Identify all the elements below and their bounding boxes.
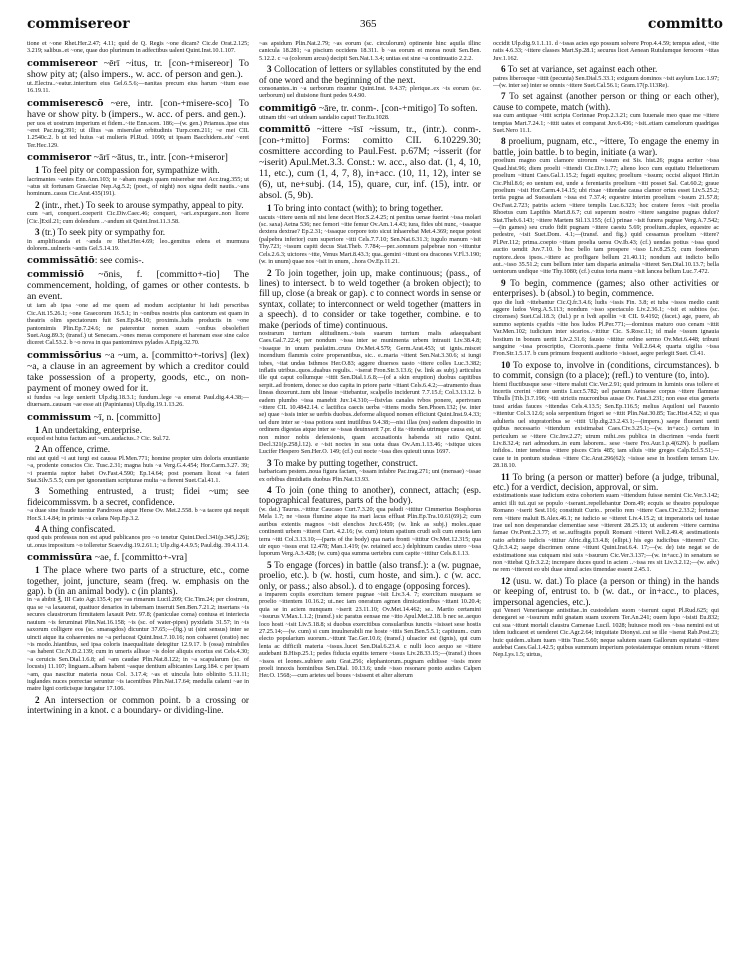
- headword: commissōrius: [27, 349, 102, 361]
- citation-block: in amplificanda et ~anda re Rhet.Her.4.69; leo..gemitus edens et murmura dolorem..uulneris ~antis Gel.5.14.19.: [27, 237, 249, 252]
- entry-definition-text: ~ērī ~itus, tr. [con-+misereor] To show pity at; (also impers., w. acc. of person and gen.).: [27, 57, 249, 80]
- dictionary-entry-headword-line: [27, 255, 249, 266]
- headword: commiseror: [27, 152, 92, 164]
- citation-block: patres liberosque ~ittit (pecunia) Sen.Dial.5.33.1; exiguum dominos ~isit asylum Luc.1.97;—(w. inter se) inter se omnis ~ittere Suet.Cal.56.1; Gram.17(p.113Re).: [493, 74, 719, 90]
- entry-definition-text: : see comis-.: [94, 255, 144, 267]
- citation-block: barbaricam pestem..noua figura factam, ~issam infabre Pac.trag.271; uni (mensae) ~issae ex orbibus dimidiatis duobus Plin.Nat.13.93.: [259, 468, 481, 483]
- sense-number: 2: [35, 694, 40, 705]
- dictionary-entry-headword-line: [27, 58, 249, 80]
- sense-text: To join (one thing to another), connect, attach; (esp. topographical features, parts of the body).: [259, 485, 481, 506]
- citation-block: per uos et uostrum imperium et fidem..~ite Enn.scen. 186;—(w. gen.) Priamus..ipse eius ~eret Pac.trag.391; ut illius ~as miserulae orbitudinis Turp.com.211; ~e mei CIL 1.2540c.2. b ut ted huius ~at mulieris Pl.Rud. 1090; ut ipsam Bacchidem..eiu' ~eret Ter.Hec.129.: [27, 119, 249, 149]
- entry-definition-text: ~ere, intr. [con-+misere-sco] To have or show pity. b (impers., w. acc. of pers. and gen.).: [27, 97, 249, 120]
- citation-block: ut iam ab ipsa ~one ad me quem ad modum accipiantur hi ludi perscribas Cic.Att.15.26.1; ~one Graecorum 16.5.1; in ~onibus nostris plus cantorum est quam in theatris olim spectatorum fuit Sen.Ep.84.10; proximis..ludis productis in ~one pantomimis Plin.Ep.7.24.6; ne paterentur nomen suum ~onibus obsolefieri Suet.Aug.89.3; (transf.) ut Senecam..~ones meras componere et harenam esse sine calce diceret Cal.53.2. b ~o nova in qua pantomimvs pylades A.Epig.32.70.: [27, 302, 249, 347]
- citation-block: qui Veneri Veneriaeque antistitae..in custodelam suom ~iserunt caput Pl.Rud.625; qui denegaret se ~issurum mihi gnatam suam uxorem Ter.An.241; ouem lupo ~isisti Eu.832; cui sua ~ittunt mortali claustra Camenae Lucil. 1028; huiusce modi res ~issa nemini est ut idem iudicaret et uenderet Cic.Agr.2.64; iniquitate Dionysi..cui se ille ~iserat Rab.Post.23; huic quidem..ultam tuam ~ittis Tusc.5.60; neque salutem suam Gallorum equitatui ~ittere audebat Caes.Gal.1.42.5; quibus summum imperium potestatemque omnium rerum ~itteret Nep.Lys.1.5; uirtus,: [493, 607, 719, 659]
- sense-definition: [493, 576, 719, 607]
- dictionary-entry-headword-line: [259, 124, 481, 201]
- sense-definition: [493, 360, 719, 381]
- citation-block: quo die ludi ~ittebantur Cic.Q.fr.3.4.6; ludis ~issis Fin. 3.8; et tuba ~issos medio canit aggere ludos Verg.A.5.113; nondum ~isso spectaculo Liv.2.36.1; ~isit et subitos (sc. circenses) Suet.Cal.18.3; (Iul.) pr n lvdi apollin ~it CIL 9.4192; (facet.) age, puere, ab summo septenis cyathis ~itte hos ludos Pl.Per.771;—dominus maturo ouo cenam ~ittit Var.Men.102; iudicium inter sicarios..~ittitur Cic. S.Rosc.11; id male ~issum ignauia hostium in bonum uertit Liv.2.31.6; fausto ~ittitur ordine sermo Ov.Met.6.448; tribuni sanguine ~issa proscriptio, Ciceronis..paene finita Vell.2.64.4; quarta uigilia ~issa Fron.Str.1.5.17. b cum primum frequenti auditorio ~isisset, aegre perlegit Suet. Cl.41.: [493, 298, 719, 358]
- sense-definition: [27, 486, 249, 507]
- header-right-guideword: committo: [647, 16, 723, 32]
- headword: committō: [259, 124, 311, 136]
- sense-definition: [259, 458, 481, 468]
- citation-block: uacuis ~ittere uenis nil nisi lene decet Hor.S.2.4.25; ni penitus uenae fuerint ~issa molari (sc. saxa) Aetna 536; nec femori ~itte femur Ov.Am.1.4.43; iura, fides ubi nunc, ~issaque dextera dextrae? Ep.2.31; ~issaque corpore toto sicut inhaerebat Met.4.369; neque potest (palpebra inferior) cum superiore ~itti Cels.7.7.10; Sen.Nat.6.31.3; iugulo manum ~isit Thy.723; ~issum capiti decus Stat.Theb. 7.784;—per..somnum palpebrae non ~ittuntur Cels.2.6.3; uictores ~itte, Venus Mart.8.43.3; qua..gemini ~ittunt ora dracones V.Fl.3.190; (w. in unum) quae nos ~isit in unum, ..hora Ov.Ep.11.21.: [259, 213, 481, 266]
- citation-block: proelium magno cum clamore uirorum ~issum est Sis. hist.26; pugna acriter ~issa Quad.hist.96; diem proelii ~ittendi Cic.Div.1.77; alieno loco cum equitatu Heluetiorum proelium ~ittunt Caes.Gal.1.15.2; fugati equites; proelium ~issum; occisi aliquot Hirt.in Cic.Phil.8.6; eo uentum est, unde a ferentariis proelium ~itti posset Sal. Cat.60.2; graue proelium ~isit Hor.Carm.4.14.15; ubi rixae ~ittendae causa clamor ortus esset Liv.5.25.2; tertia pugna ad Suessulam ~issa est 7.37.4; equestre interim proelium ~issum 21.57.8; Ov.Fast.2.723; patriis aciem ~ittere templis Luc.6.323; hoc cratere ferox ~isit proelia Rhoetus cum Lapithis Mart.8.6.7; cui superum nostro ~ittere sanguine pugnas dulce? Stat.Theb.6.143; ~ittere Martem Sil.13.155; (cf.) prinae ~isit funera pugnae Verg.A.7.542; —(in games) seu crudo fidit pugnam ~ittere caestu 5.69; proelium..duplex, equestre ac pedestre, ~isit Suet.Dom. 4.1;—(transf. and fig.) quid cessamus proelium ~ittere? Pl.Per.112; prima..coepto ~ittam proelia uersu Ov.Ib.43; (cf.) uendas potius ~issa quod auctio uendit Juv.7.10. b hoc bello tam prospere ~isso Liv.8.25.5; cum foederum ruptore..deos ipsos..~ittere ac profligare bellum 21.40.11; nondum aut indicto bello aut..~isso 35.51.2; cum bellum inter tam disparia animalia ~itteret Sen.Dial.10.13.7; bella uentorum undique ~itte Thy.1080; (cf.) cuius torta manu ~isit lancea bellum Luc.7.472.: [493, 157, 719, 276]
- sense-definition: [259, 203, 481, 213]
- sense-text: Collocation of letters or syllables constituted by the end of one word and the beginning of the next.: [259, 64, 481, 85]
- headword: commitigō: [259, 102, 317, 114]
- citation-block: ~as apsidum Plin.Nat.2.79; ~as eorum (sc. circulorum) optinente hinc aquila illinc canicula 18.281; ~a piscium occidens 18.311. b ~as eorum et moras nouit Sen.Ben. 5.12.2. c ~a (colorum arcus) decipit Sen.Nat.1.3.4; unitas est sine ~a continuatio 2.2.2.: [259, 40, 481, 62]
- citation-block: existimationis suae iudicium extra cohortem suam ~ittendum fuisse nemini Cic.Ver.3.142; amici illi tui..qui se populo ~iserant..repellebantur Dom.49; ecquis se theatro populoque Romano ~iserit Sest.116; constituit Curio.. proelio rem ~ittere Caes.Civ.2.33.2; fortunae rem ~ittere maluit B.Alex.46.1; ne iudicio se ~itteret Liv.4.15.2; ut imperatoris uel iustae irae uel non desperandae clementiae sese ~itterent 28.25.13; ut auderem ~ittere carmina famae Ov.Pont.2.3.77; et se..suffragiis populi Romani ~itteret Vell.2.49.4; aestimationis ratio arbitrio iudicis ~ittitur Afric.dig.13.4.8; (ellipt.) his ego iudicibus ~itterem? Cic. Q.fr.3.4.2; saepe discrimen omne ~ittunt Quint.Inst.6.4. 17;—(w. de) iste negat se de existimatione sua cuiquam nisi suis ~issurum Cic.Ver.3.137;—(w. in+acc.) in senatum se non ~ittebat Q.fr.3.2.2; increpare duces quod in aciem ..~issa res sit Liv.3.2.12;—(w. adv.) ne rem ~itterent eo ubi duae simul acies timendae essent 2.45.1.: [493, 492, 719, 574]
- sense-text: proelium, pugnam, etc., ~ittere, To engage the enemy in battle, join battle. b to begin, initiate (a war).: [493, 136, 719, 157]
- entry-definition-text: ~āre, tr. conm-. [con-+mitigo] To soften.: [316, 102, 478, 114]
- sense-number: 10: [501, 359, 511, 370]
- sense-text: (usu. w. dat.) To place (a person or thing) in the hands or keeping of, entrust to. b (w. dat., or in+acc., to places, impersonal agencies, etc.).: [493, 575, 719, 607]
- citation-block: a imparem copiis exercitum temere pugnae ~isit Liv.3.4. 7; exercitum nusquam se proelio ~ittentem 10.16.2; ut..nec iam oneratum agmen dimicationibus ~ittant 10.20.4; quia se in aciem nunquam ~iserit 23.11.10; Ov.Met.14.462; se.. Martio certamini ~issurus V.Max.1.1.2; (transf.) sic paratus eensae me ~itto Apul.Met.2.18. b nec se..aequo loco hosti ~isit Liv.5.18.8; si duobus exercitibus consularibus iunctis ~isisset sese hostis 27.25.14;—(w. cum) si cum inuulnerabili me hoste ~ittis Sen.Ben.5.5.1; captiuum.. cum electo popularium suorum..~ittunt Tac.Ger.10.6; (transf.) uluacior est (ignis), qui cum lenta ac difficili materia ~issus..lucet Sen.Dial.6.23.4. c nulli loco aequo se ~ittere audebant B.Hisp.25.1; pedes fiducia equitis temere ~issus Liv.28.33.15;—(transf.) thoes ~issos et leones..subiere astu Grat.256; elephantorum..pugnam edidisse ~issis more proeli innoxis hominibus Sen.Dial. 10.13.6; unde ~isso resonare ponto audies Calpen Her.O. 1568;—cum arietes uel boues ~isissent et alter alterum: [259, 590, 481, 680]
- sense-definition: [27, 200, 249, 210]
- sense-text: To set at variance, set against each other.: [505, 64, 658, 75]
- sense-number: 11: [501, 471, 510, 482]
- column-1: [27, 40, 249, 716]
- sense-text: To bring (a person or matter) before (a judge, tribunal, etc.) for a verdict, decision, approval, or sim.: [493, 471, 719, 492]
- sense-number: 3: [35, 227, 40, 238]
- citation-block: utinam tibi ~ari uideam sandalio caput! Ter.Eu.1028.: [259, 113, 390, 121]
- entry-definition-text: ~ōnis, f. [committo+-tio] The commencement, holding, of games or other contests. b an event.: [27, 269, 249, 303]
- sense-definition: [27, 695, 249, 716]
- page-number: 365: [360, 18, 377, 30]
- citation-block: si fundus ~a lege uenierit Ulp.dig.18.3.1; fundum..lege ~a emerat Paul.dig.4.4.38;—diuersam..causam ~ae esse ait (Papinianus) Ulp.dig.19.1.13.26.: [27, 393, 249, 409]
- dictionary-entry-headword-line: [27, 152, 249, 163]
- column-2: [259, 40, 481, 682]
- sense-text: To engage (forces) in battle (also transf.): a (w. pugnae, proelio, etc.). b (w. hosti, cum hoste, and sim.). c (w. acc. only, or pass.; also absol.). d to engage (opposing forces).: [259, 559, 481, 591]
- citation-block: ~a duae sine fraude tuentur Pandrosos atque Herse Ov. Met.2.558. b ~a tacere qui nequit Hor.S.1.4.84; in primis ~a celans Nep.Ep.3.2.: [27, 507, 249, 522]
- citation-block: lacrimantes ~antes Enn.Ann.103; te ~abam magis quam miserebar mei Acc.trag.355; ut ~atus sit fortunam Graeciae Nep.Ag.5.2; (poet., of night) nox signa dedit nautis..~ans hominum..casus Cic.Arat.435(191).: [27, 175, 249, 198]
- sense-text: To begin, commence (games; also other activities or enterprises). b (absol.) to begin, commence.: [493, 277, 719, 299]
- sense-definition: [27, 444, 249, 454]
- sense-text: To join together, join up, make continuous; (pass., of lines) to intersect. b to weld together (a broken object); to fill up, close (a break or gap). c to connect words in sense or syntax, collate; to interconnect or weld together (matters in a speech). d to consider or take together, combine. e to make (periods of time) continuous.: [259, 267, 481, 330]
- sense-definition: [27, 165, 249, 175]
- entry-definition-text: ~ārī ~ātus, tr., intr. [con-+miseror]: [91, 152, 228, 164]
- dictionary-entry-headword-line: [27, 412, 249, 423]
- sense-number: 3: [267, 64, 272, 75]
- dictionary-entry-headword-line: [27, 552, 249, 563]
- sense-number: 5: [267, 559, 272, 570]
- entry-definition-text: ~ae, f. [committo+-vra]: [92, 552, 188, 564]
- sense-text: An undertaking, enterprise.: [39, 424, 142, 435]
- citation-block: consonantes..in ~a uerborum rixantur Quint.Inst. 9.4.37; plerique..ex ~is eorum (sc. uerborum) uel diuisione fiunt pedes 9.4.90.: [259, 85, 481, 100]
- citation-block: sua cum antiquae ~ittit scripta Corinnae Prop.2.3.21; cum Iuuenale meo quae me ~ittere temptas Mart.7.24.1; ~ittit uates et comparat Juv.6.436; ~isit..etiam camelorum quadrigas Suet.Nero 11.1.: [493, 112, 719, 135]
- sense-definition: [493, 136, 719, 157]
- sense-number: 6: [501, 64, 506, 75]
- sense-definition: [493, 278, 719, 299]
- headword: commissūra: [27, 552, 93, 564]
- sense-definition: [493, 64, 719, 74]
- sense-definition: [493, 472, 719, 493]
- sense-text: (tr.) To seek pity or sympathy for.: [39, 227, 166, 238]
- sense-number: 9: [501, 277, 506, 288]
- headword: commisereor: [27, 57, 98, 69]
- sense-definition: [259, 268, 481, 330]
- running-header: [0, 14, 750, 36]
- sense-number: 1: [267, 203, 272, 214]
- sense-text: A thing confiscated.: [39, 524, 116, 535]
- citation-block: (w. dat.) Taurus..~ittitur Caucaso Curt.7.3.20; qua paludi ~ittitur Cimmerius Bosphorus Mela 1.7; ne ~issus flumine atque ita mari lacus effluat Plin.Ep.Tra.10.61(69).2; cum auribus extentis magnos ~isit elenchos Juv.6.459; (w. link as subj.) moles..quae continenti urbem ~itteret Curt. 4.2.16; (w. cum) totum spatium crudi soli cum emota iam terra ~itti Col.3.13.10;—(parts of the body) qua naris fronti ~ittitur Ov.Met.12.315; qua uir equo ~issus erat 12.478; Man.1.419; (w. retained acc.) delphinum caudas utero ~issa luporum Verg.A.3.428; (w. cum) qua summa uertebra cum capite ~ittitur Cels.8.1.13.: [259, 505, 481, 558]
- sense-text: An intersection or common point. b a crossing or intertwining in a knot. c a boundary- or dividing-line.: [27, 694, 249, 716]
- headword: commissiō: [27, 269, 85, 281]
- headword: commissātiō: [27, 255, 95, 267]
- sense-number: 2: [35, 444, 40, 455]
- sense-text: To feel pity or compassion for, sympathize with.: [39, 165, 220, 176]
- citation-block: nostrarum turrium altitudinem..~issis suarum turrium malis adaequabant Caes.Gal.7.22.4; per nondum ~issa inter se munimenta urbem intrauit Liv.38.4.8; ~issaque in unum paulatim..crura Ov.Met.4.579; Germ.Arat.453; ut ignis..miscet incendium flammis coire properantibus, sic.. e..maria ~ittent Sen.Nat.3.30.6; si iungi iubes, ~itat undas Isthmos Her.O.83; aggere diuersos uasto ~ittere colles Luc.3.382; inflatis utribus..quos..duabus regulis.. ~iserat Fron.Str.3.13.6; (w. link as subj.) articulus ille qui caput collumque ~ittit Sen.Dial.1.6.8;—(of a skin eruption) duobus capitibus serpit..ad frontem, donec se duo capita in priore parte ~ittant Cels.6.4.2;—atramento duas lineas duxerunt..tum ubi lineae ~ittebantur, scalpello inciderunt 7.7.15.f; Col.3.13.12. b eadem plumbo ~issa manebit Juv.14.310;—fistvlas canales tvbos ponere, apertvram ~ittere CIL 10.4842.14. c lactifica caecis uerba ~ittens modis Sen.Phoen.132; (w. inter se) quae ~issis inter se uerbis duobus..deforme aliquod nomen efficiunt Quint.Inst.9.4.33; uel dure inter se ~issa potiora sunt inutilibus 9.4.38;—nisi illas (res) eadem dispositio in ordinem digestas atque inter se ~issas deuinxerit 7.pr. d ita ~ittenda utrimque causa est, ut non minor nobis defensionis, quam accusationis habenda sit ratio Quint. Decl.321(p.258,l.12). e ~isit noctes in sua uota duas Ov.Am.1.13.46; ~isitque uices Lucifer Hespero Sen.Her.O. 149; (cf.) cui nocte ~issa dies quieuit unus 1697.: [259, 329, 482, 456]
- sense-number: 2: [35, 199, 40, 210]
- citation-block: ut..Electra..~eatur..interitum eius Gel.6.5.6;—nanitas precum eius harum ~itum esse 16.19.11.: [27, 79, 249, 95]
- sense-definition: [27, 425, 249, 435]
- sense-number: 3: [267, 457, 272, 468]
- sense-text: To expose to, involve in (conditions, circumstances). b to commit, consign (to a place); (refl.) to venture (to, into).: [493, 359, 719, 381]
- citation-block: tione et ~one Rhet.Her.2.47; 4.11; quid de Q. Regis ~one dicam? Cic.de Orat.2.125; 3.219; salibus..et ~one, quae duo plurimum in adfectibus ualent Quint.Inst.10.1.107.: [27, 40, 249, 55]
- sense-number: 1: [35, 565, 40, 576]
- sense-definition: [259, 64, 481, 85]
- sense-number: 4: [35, 524, 40, 535]
- sense-definition: [493, 91, 719, 112]
- entry-definition-text: ~ittere ~īsī ~issum, tr., (intr.). conm-. [con-+mitto] Forms: comitto CIL 6.10229.30; cosmittere according to Paul.Fest. p.67M; ~isserit (for ~iserit) Apul.Met.3.3. Const.: w. acc., also dat. (1, 4, 10, 11, etc.), cum (1, 4, 7, 8), in+acc. (10, 11, 12), inter se (6), ut, ne+subj. (14, 15), quare, cur, inf. (15), intr. or absol. (5, 9b).: [259, 124, 481, 202]
- sense-text: The place where two parts of a structure, etc., come together, joint, juncture, seam (freq. w. emphasis on the gap). b (in an animal body). c (in plants).: [27, 565, 249, 597]
- sense-definition: [27, 565, 249, 596]
- column-3: [493, 40, 719, 661]
- headword: commissum: [27, 411, 92, 423]
- sense-text: (intr., rhet.) To seek to arouse sympathy, appeal to pity.: [39, 199, 244, 210]
- sense-number: 4: [267, 485, 272, 496]
- sense-text: Something entrusted, a trust; fidei ~um; see fideicommissvm. b a secret, confidence.: [27, 486, 249, 507]
- sense-number: 8: [501, 136, 506, 147]
- citation-block: cum ~ari, conqueri..coeperit Cic.Div.Caec.46; conqueri, ~ari..expurgare..non licere [Cic.]Exil.21; cum dolendum ..~andum sit Quint.Inst.11.3.58.: [27, 210, 249, 225]
- dictionary-entry-headword-line: [27, 98, 249, 120]
- sense-number: 1: [35, 424, 40, 435]
- sense-text: To set against (another person or thing or each other), cause to compete, match (with).: [493, 91, 719, 112]
- sense-number: 12: [501, 575, 511, 586]
- sense-text: To make by putting together, construct.: [271, 457, 418, 468]
- citation-block: in ~a abibit ℥, III Cato Agr.135.4; per ~as rimarum Lucil.209; Cic.Tim.24; per clostrum, qua se ~a laxauerat, quattuor denarios in tabernam inseruit Sen.Ben.7.21.2; insertans ~is secures claustrorum firmitatem laxauit Petr. 97.8; (paniculae coma) contusa et interiecta nauium ~is feruminat Plin.Nat.16.158; ~is (sc. of water-pipes) pyxidatis 31.57; in ~is saxorum colligere eos (sc. smaragdos) dicuntur 37.65;—(fig.) ut (sint sensus) inter se uincti atque ita cohaerentes ne ~a perluceat Quint.Inst.7.10.16; non cohaeret (oratio) nec ~is modo..hiantibus, sed ipsa coloris inaequalitate detegitur 12.9.17. b (ossa) mirabiles ~as habent Cic.N.D.2.139; cum in umeris allisue ~is dolor aliquis exortus est Cels.4.30; ~a ceruicis Sen.Dial.1.6.8; ad ~am caudae Plin.Nat.8.122; in ~a scapularum (sc. of locusts) 11.107; linguam..albam habent ~asque dentium albicantes Larg.184. c per ipsam ~am, qua nascitur materia noua Col. 3.17.4; ~as et uincula luto oblinito 5.11.11; iuglandes nuces porrectae seruntur ~is iacentibus Plin.Nat.17.64; medulla calami ~ae in matre ligni corticisque iungatur 17.106.: [27, 596, 249, 693]
- sense-number: 7: [501, 91, 506, 102]
- citation-block: ecquod est huius factum aut ~um..audacius..? Cic. Sul.72.: [27, 434, 171, 442]
- sense-definition: [259, 560, 481, 591]
- sense-definition: [27, 227, 249, 237]
- sense-number: 2: [267, 267, 272, 278]
- dictionary-entry-headword-line: [259, 103, 481, 114]
- sense-number: 3: [35, 486, 40, 497]
- sense-definition: [259, 485, 481, 506]
- headword: commiserescō: [27, 97, 104, 109]
- sense-number: 1: [35, 165, 40, 176]
- entry-definition-text: ~a ~um, a. [committo+-torivs] (lex) ~a, a clause in an agreement by which a creditor could take possession of a property, goods, etc., on non-payment of money owed for it.: [27, 349, 249, 394]
- sense-text: To bring into contact (with); to bring together.: [271, 203, 444, 214]
- sense-text: An offence, crime.: [39, 444, 111, 455]
- citation-block: nisi aut quid ~i aut iurgi est caussa Pl.Men.771; homine propter uim doloris enuntiante ~a, prodente conscios Cic. Tusc.2.31; magna huis ~a Verg.G.4.454; Hor.Carm.3.27. 39; ~i praemia raptor habet Ov.Fast.4.590; Ep.14.64; post poenam liceat ~a fateri Stat.Silv.5.5.5; cum per ignorantiam scripturae multa ~a fierent Suet.Cal.41.1.: [27, 454, 249, 484]
- citation-block: hiemi fluctibusque sese ~ittere maluit Cic.Ver.2.91; quid primum in luminis oras tollere et incertis crerint ~ittere uentis Lucr.5.782; uel paruum Aetnaese corpus ~ittere flammae Tibulls [Tib.]3.7.196; ~itti strictis mucronibus ausae Ov. Fast.3.231; non esse eius generis tussi aridas fauces ~ittendas Cels.4.13.5; Sen.Ep.116.5; melius Aquiloni uel Fauonio ~ittentur Col.3.12.6; sola serpentium frigori se ~ittit Plin.Nat.30.85; Tac.Hist.4.52; si qua adulteris uel stupratoribus se ~ittit Ulp.dig.23.2.43.1;—(impers.) saepe fluerant uenti quibus necessario ~ittendum existimabat Caes.Civ.3.25.1;—(w. in+acc.) certum in periculum se ~ittere Cic.Inv.2.27; utrum mihi..res publica in discrimen ~enda fuerit Liv.8.32.4; rari admodum..in eum laborem.. sese ~isere Fro.Aur.1.p.4(62N). b puellam infidos.. inter tenebras ~ittere pisces Ciris 485; iam siluis ~itte greges Calp.Ecl.5.51;—caue te in pontum studeas ~ittere Cic.Arat.296(62); ~isisse sese in hostilem terram Liv. 28.18.10.: [493, 380, 719, 470]
- header-left-guideword: commisereor: [27, 16, 130, 32]
- dictionary-entry-headword-line: [27, 269, 249, 302]
- entry-definition-text: ~ī, n. [committo]: [91, 411, 161, 423]
- citation-block: occidit Ulp.dig.9.1.1.11. d ~issas acies ego possum solvere Prop.4.4.59; tempus adest, ~itte ratis 4.6.33; ~ittere classes Mart.Sp.28.1; securus licet Aenean Rutulumque ferocem ~ittas Juv.1.162.: [493, 40, 719, 62]
- sense-definition: [27, 524, 249, 534]
- dictionary-entry-headword-line: [27, 350, 249, 394]
- citation-block: quod quis professus non est apud publicanos pro ~o tenetur Quint.Decl.341(p.345,l.26); ut..onus impositum ~o tolleretur Scaev.dig.19.2.61.1; Ulp.dig.4.4.9.5; Paul.dig. 39.4.11.4.: [27, 534, 249, 549]
